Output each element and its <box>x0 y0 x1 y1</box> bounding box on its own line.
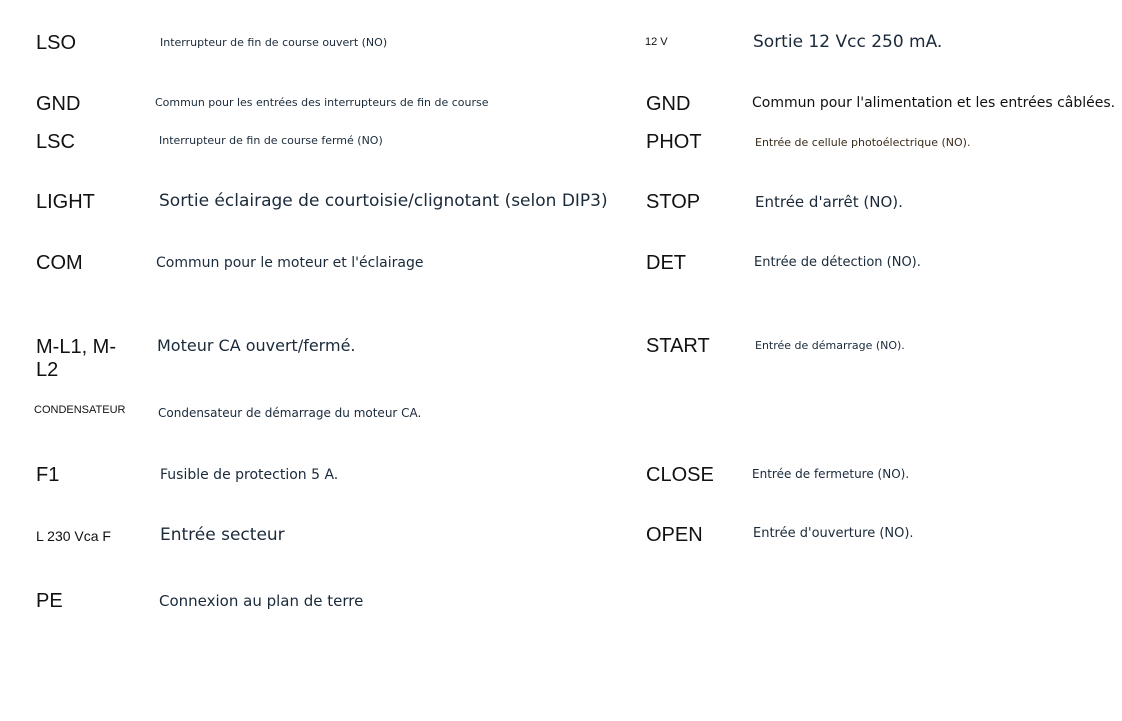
desc-gnd-left: Commun pour les entrées des interrupteurs de fin de course <box>155 96 489 109</box>
term-com: COM <box>36 252 83 274</box>
desc-12v: Sortie 12 Vcc 250 mA. <box>753 32 943 52</box>
term-start: START <box>646 335 710 357</box>
term-pe: PE <box>36 590 63 612</box>
desc-com: Commun pour le moteur et l'éclairage <box>156 255 424 271</box>
desc-close: Entrée de fermeture (NO). <box>752 467 910 481</box>
term-motor: M-L1, M-L2 <box>36 336 116 381</box>
term-close: CLOSE <box>646 464 714 486</box>
term-light: LIGHT <box>36 191 95 213</box>
desc-f1: Fusible de protection 5 A. <box>160 467 339 483</box>
term-stop: STOP <box>646 191 701 213</box>
term-gnd-right: GND <box>646 93 691 115</box>
term-condensateur: CONDENSATEUR <box>34 404 126 416</box>
term-12v: 12 V <box>645 36 668 48</box>
term-phot: PHOT <box>646 131 702 153</box>
term-det: DET <box>646 252 686 274</box>
desc-open: Entrée d'ouverture (NO). <box>753 526 914 541</box>
desc-det: Entrée de détection (NO). <box>754 255 921 270</box>
desc-start: Entrée de démarrage (NO). <box>755 339 905 352</box>
desc-phot: Entrée de cellule photoélectrique (NO). <box>755 136 971 149</box>
desc-lsc: Interrupteur de fin de course fermé (NO) <box>159 134 383 147</box>
desc-light: Sortie éclairage de courtoisie/clignotant (selon DIP3) <box>159 191 608 211</box>
desc-gnd-right: Commun pour l'alimentation et les entrées câblées. <box>752 95 1116 111</box>
term-l230: L 230 Vca F <box>36 528 111 544</box>
desc-lso: Interrupteur de fin de course ouvert (NO) <box>160 36 388 49</box>
term-lso: LSO <box>36 32 77 54</box>
desc-stop: Entrée d'arrêt (NO). <box>755 193 903 211</box>
desc-motor: Moteur CA ouvert/fermé. <box>157 336 356 355</box>
desc-l230: Entrée secteur <box>160 525 285 545</box>
term-f1: F1 <box>36 464 60 486</box>
term-lsc: LSC <box>36 131 75 153</box>
desc-condensateur: Condensateur de démarrage du moteur CA. <box>158 406 422 420</box>
term-open: OPEN <box>646 524 703 546</box>
desc-pe: Connexion au plan de terre <box>159 592 364 610</box>
term-gnd-left: GND <box>36 93 81 115</box>
